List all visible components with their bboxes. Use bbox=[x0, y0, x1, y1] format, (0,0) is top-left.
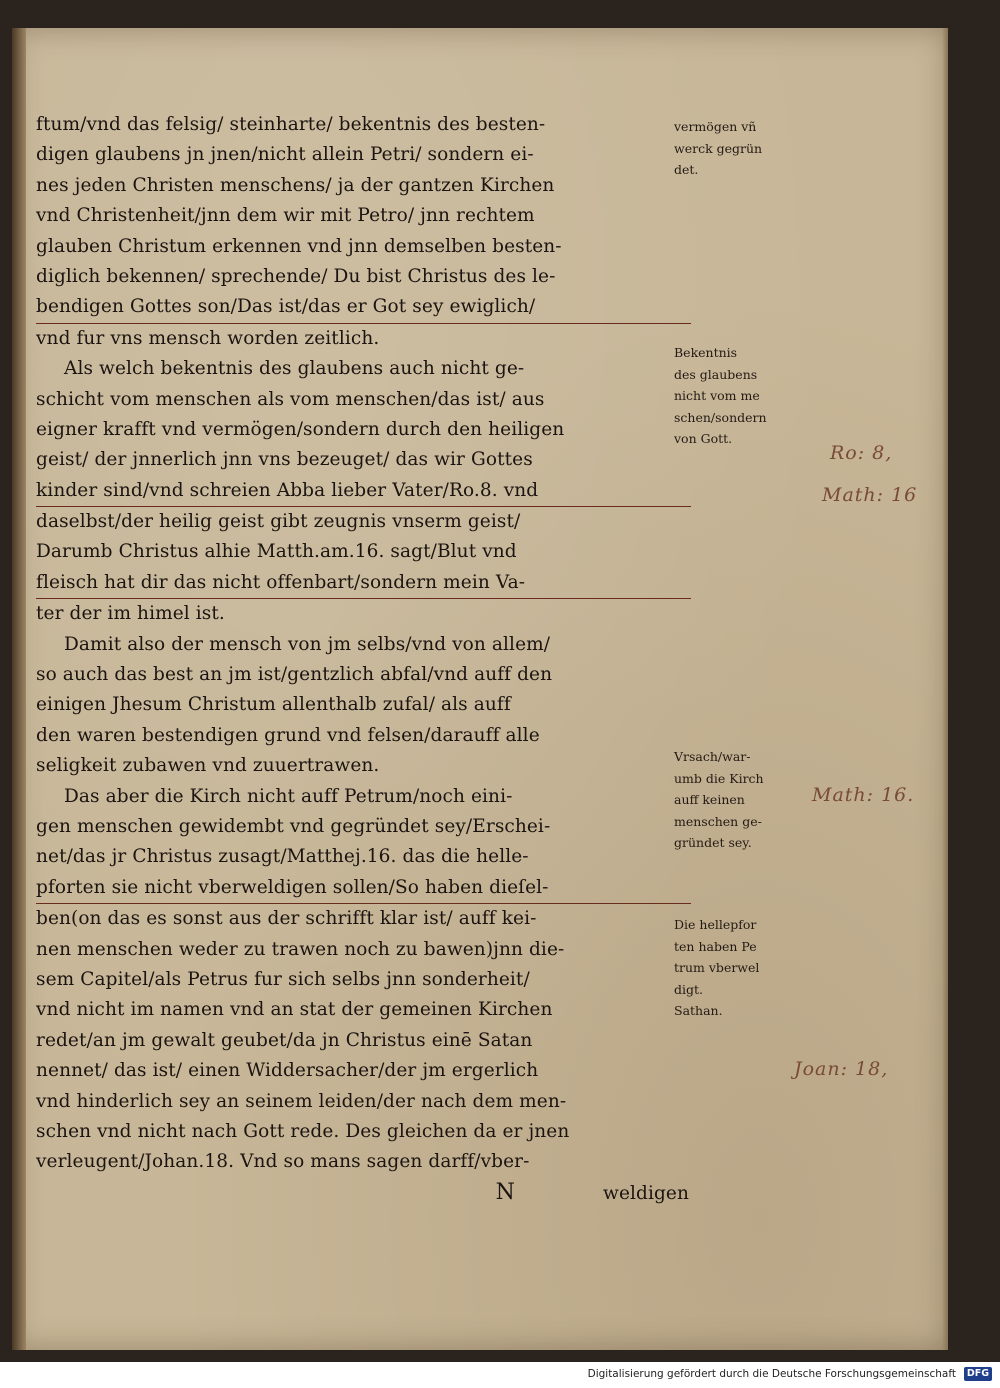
footer-bar bbox=[0, 1362, 1000, 1388]
marginal-note-line: Die hellepfor bbox=[674, 917, 757, 932]
text-line: nen menschen weder zu trawen noch zu bawen)jnn die- bbox=[36, 938, 565, 960]
text-line: digen glaubens jn jnen/nicht allein Petri/ sondern ei- bbox=[36, 144, 534, 166]
text-line: nes jeden Christen menschens/ ja der gantzen Kirchen bbox=[36, 174, 555, 196]
dfg-logo: DFG bbox=[964, 1367, 992, 1381]
page-gutter bbox=[12, 28, 26, 1350]
text-line: ben(on das es sonst aus der schrifft klar ist/ auff kei- bbox=[36, 908, 537, 930]
text-line: Das aber die Kirch nicht auff Petrum/noch eini- bbox=[64, 785, 513, 807]
text-line: so auch das best an jm ist/gentzlich abfal/vnd auff den bbox=[36, 664, 553, 686]
text-line: einigen Jhesum Christum allenthalb zufal/ als auff bbox=[36, 694, 511, 716]
text-line: schicht vom menschen als vom menschen/das ist/ aus bbox=[36, 388, 545, 410]
text-line: ftum/vnd das felsig/ steinharte/ bekentnis des besten- bbox=[36, 114, 546, 135]
text-line: Als welch bekentnis des glaubens auch nicht ge- bbox=[64, 358, 525, 380]
marginal-note-line: trum vberwel bbox=[674, 960, 760, 975]
text-line: eigner krafft vnd vermögen/sondern durch den heiligen bbox=[36, 418, 565, 440]
marginal-note-line: digt. bbox=[674, 981, 703, 997]
marginal-note-line: nicht vom me bbox=[674, 388, 760, 403]
marginal-note-line: Sathan. bbox=[674, 1003, 723, 1018]
text-line: ter der im himel ist. bbox=[36, 603, 225, 625]
text-line: kinder sind/vnd schreien Abba lieber Vater/Ro.8. vnd bbox=[36, 476, 691, 507]
marginal-note-line: Bekentnis bbox=[674, 345, 738, 360]
marginal-note-line: schen/sondern bbox=[674, 409, 767, 425]
text-line: nennet/ das ist/ einen Widdersacher/der jm ergerlich bbox=[36, 1060, 539, 1082]
marginal-note-line: ten haben Pe bbox=[674, 938, 757, 954]
handwritten-note: Math: 16 bbox=[822, 484, 918, 506]
main-text-block bbox=[36, 110, 691, 1208]
handwritten-note: Joan: 18, bbox=[794, 1058, 889, 1080]
text-line: den waren bestendigen grund vnd felsen/darauff alle bbox=[36, 724, 540, 746]
text-line: diglich bekennen/ sprechende/ Du bist Christus des le- bbox=[36, 265, 556, 287]
text-line: gen menschen gewidembt vnd gegründet sey/Erschei- bbox=[36, 815, 551, 837]
catchword: weldigen bbox=[603, 1182, 689, 1204]
marginal-note-line: auff keinen bbox=[674, 792, 745, 807]
marginal-note-line: vermögen vñ bbox=[674, 119, 757, 134]
text-line: fleisch hat dir das nicht offenbart/sondern mein Va- bbox=[36, 568, 691, 599]
text-line: vnd Christenheit/jnn dem wir mit Petro/ jnn rechtem bbox=[36, 205, 535, 227]
signature-mark: N bbox=[495, 1179, 516, 1205]
catchword-line bbox=[36, 1178, 691, 1208]
handwritten-note: Ro: 8, bbox=[830, 442, 893, 464]
text-line: vnd nicht im namen vnd an stat der gemeinen Kirchen bbox=[36, 999, 553, 1021]
text-line: vnd fur vns mensch worden zeitlich. bbox=[36, 327, 380, 349]
text-line: geist/ der jnnerlich jnn vns bezeuget/ das wir Gottes bbox=[36, 449, 533, 471]
marginal-note-line: Vrsach/war- bbox=[674, 749, 751, 764]
marginal-note-line: werck gegrün bbox=[674, 140, 763, 156]
marginal-note-line: gründet sey. bbox=[674, 835, 752, 850]
text-line: sem Capitel/als Petrus fur sich selbs jnn sonderheit/ bbox=[36, 968, 530, 990]
marginal-note bbox=[674, 914, 804, 1022]
text-line: glauben Christum erkennen vnd jnn demselben besten- bbox=[36, 235, 562, 257]
text-line: net/das jr Christus zusagt/Matthej.16. das die helle- bbox=[36, 846, 529, 868]
handwritten-note: Math: 16. bbox=[812, 784, 915, 806]
marginal-note bbox=[674, 342, 804, 450]
page-edge bbox=[942, 28, 948, 1350]
marginal-note-line: des glaubens bbox=[674, 366, 758, 382]
text-line: daselbst/der heilig geist gibt zeugnis vnserm geist/ bbox=[36, 511, 521, 533]
text-line: vnd hinderlich sey an seinem leiden/der nach dem men- bbox=[36, 1090, 567, 1112]
marginal-note bbox=[674, 116, 804, 181]
text-line: Damit also der mensch von jm selbs/vnd von allem/ bbox=[64, 633, 551, 655]
marginal-note-line: det. bbox=[674, 162, 699, 177]
marginal-note bbox=[674, 746, 804, 854]
text-line: pforten sie nicht vberweldigen sollen/So haben dieſel- bbox=[36, 873, 691, 904]
text-line: schen vnd nicht nach Gott rede. Des gleichen da er jnen bbox=[36, 1120, 570, 1142]
text-line: seligkeit zubawen vnd zuuertrawen. bbox=[36, 755, 380, 777]
marginal-note-line: menschen ge- bbox=[674, 813, 762, 829]
text-line: redet/an jm gewalt geubet/da jn Christus einē Satan bbox=[36, 1029, 533, 1051]
marginal-note-line: umb die Kirch bbox=[674, 770, 764, 786]
text-line: bendigen Gottes son/Das ist/das er Got sey ewiglich/ bbox=[36, 292, 691, 323]
funding-notice: Digitalisierung gefördert durch die Deutsche Forschungsgemeinschaft bbox=[587, 1368, 956, 1380]
marginal-note-line: von Gott. bbox=[674, 431, 733, 446]
book-page bbox=[12, 28, 948, 1350]
text-line: Darumb Christus alhie Matth.am.16. sagt/Blut vnd bbox=[36, 541, 517, 563]
text-line: verleugent/Johan.18. Vnd so mans sagen darff/vber- bbox=[36, 1151, 530, 1173]
